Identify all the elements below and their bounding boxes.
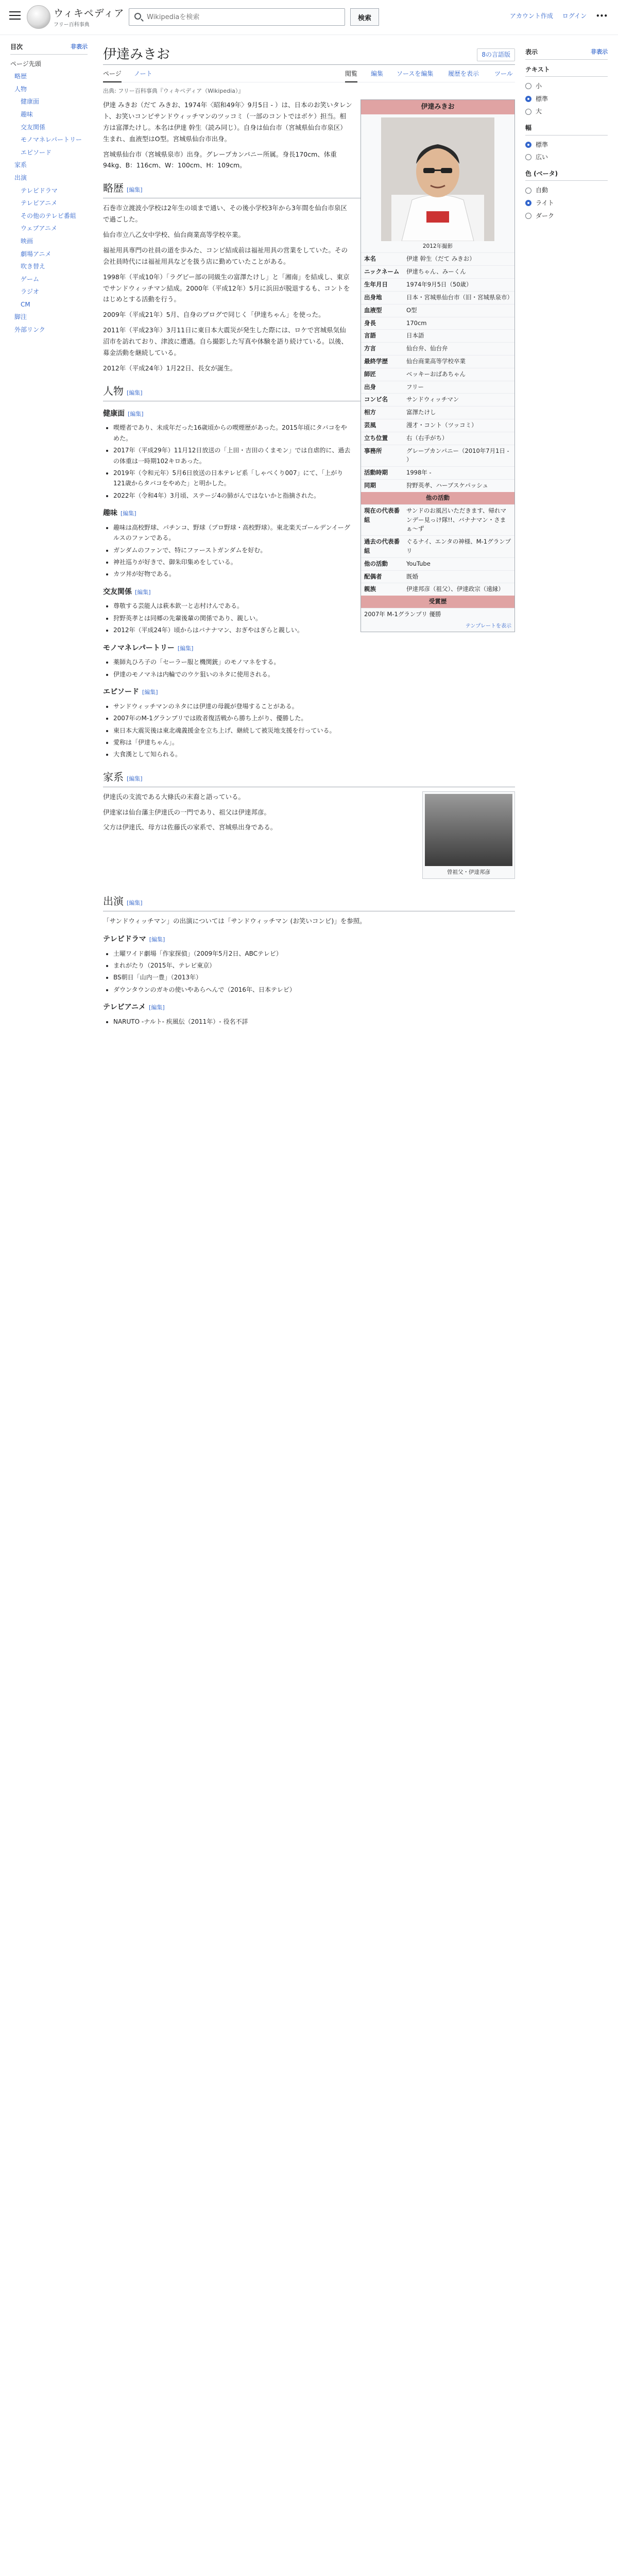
infobox-key: 他の活動 — [364, 560, 388, 567]
page-tabs — [103, 65, 515, 82]
section-heading — [103, 1002, 515, 1013]
infobox-row — [361, 265, 514, 278]
radio-option[interactable] — [525, 105, 608, 118]
paragraph: 伊達氏の支流である大條氏の末裔と語っている。 — [103, 792, 245, 801]
infobox-key: 現在の代表番組 — [364, 506, 400, 523]
toc-item[interactable]: 健康面 — [21, 98, 40, 106]
list-item: • カツ丼が好物である。 — [113, 569, 515, 579]
text-size-heading: テキスト — [525, 65, 608, 77]
color-options — [525, 184, 608, 222]
infobox-row — [361, 479, 514, 492]
section-heading — [103, 687, 515, 698]
infobox-value: サンドのお風呂いただきます、帰れマンデー見っけ隊!!、バナナマン・さまぁ〜ず — [406, 506, 507, 533]
toc-item[interactable]: ゲーム — [21, 275, 40, 283]
paragraph: 「サンドウィッチマン」の出演については「サンドウィッチマン (お笑いコンビ)」を参照。 — [103, 917, 366, 925]
appearance-heading — [525, 47, 608, 60]
edit-section-link[interactable]: [編集] — [127, 187, 143, 194]
site-header — [0, 0, 618, 35]
section-title: テレビドラマ — [103, 935, 146, 943]
infobox-row — [361, 466, 514, 479]
tab-tools[interactable]: ツール — [494, 70, 513, 77]
radio-icon[interactable] — [525, 109, 531, 115]
infobox-key: 本名 — [364, 255, 376, 263]
infobox-value: サンドウィッチマン — [406, 396, 459, 403]
infobox-section-works: 他の活動 — [361, 492, 514, 504]
infobox-value: 日本語 — [406, 332, 424, 340]
search-icon — [134, 13, 141, 20]
list-item: • 2017年（平成29年）11月12日放送の「上田・吉田のくまモン」では自虐的に、過去の体重は一時期102キロあった。 — [113, 445, 515, 466]
infobox-awards: 2007年 M-1グランプリ 優勝 — [364, 611, 441, 618]
family-photo[interactable] — [422, 791, 515, 879]
title-row — [103, 42, 515, 65]
infobox-value: フリー — [406, 383, 424, 391]
list-item: • 2007年のM-1グランプリでは敗者復活戦から勝ち上がり、優勝した。 — [113, 713, 515, 723]
radio-label: 広い — [536, 154, 548, 161]
infobox-value: ベッキーおばあちゃん — [406, 370, 466, 378]
infobox-value: 富澤たけし — [406, 409, 436, 416]
infobox-value: 170cm — [406, 319, 427, 327]
paragraph: 仙台市立八乙女中学校、仙台商業高等学校卒業。 — [103, 231, 245, 239]
infobox-row — [361, 342, 514, 355]
paragraph: 福祉用具専門の社員の道を歩みた、コンビ結成前は福祉用具の営業をしていた。その会社員時代には福祉用具などを扱う店に勤めていたことがある。 — [103, 246, 348, 265]
infobox-row — [361, 355, 514, 368]
list-item: • 2012年（平成24年）頃からはバナナマン、おぎやはぎらと親しい。 — [113, 625, 515, 635]
radio-option[interactable] — [525, 93, 608, 106]
infobox-row — [361, 368, 514, 381]
infobox-key: 出身地 — [364, 293, 382, 301]
radio-label: 大 — [536, 108, 542, 115]
radio-option[interactable] — [525, 80, 608, 93]
infobox-row — [361, 329, 514, 342]
list-item: • 薬師丸ひろ子の「セーラー服と機関銃」のモノマネをする。 — [113, 657, 515, 667]
radio-option[interactable] — [525, 151, 608, 164]
paragraph: 1998年（平成10年）「ラグビー部の同級生の富澤たけし」と「湘南」を結成し、東京でサンドウィッチマン結成。2000年（平成12年）5月に浜田が脱退するも、コントをはじめとする活動を行う。 — [103, 273, 350, 303]
appearance-heading-label: 表示 — [525, 48, 538, 56]
infobox-key: 師匠 — [364, 370, 376, 378]
infobox-row — [361, 393, 514, 406]
infobox-value: 仙台商業高等学校卒業 — [406, 357, 466, 365]
appearance-panel — [525, 42, 608, 222]
edit-section-link[interactable]: [編集] — [127, 389, 143, 396]
toc-item[interactable]: 略歴 — [14, 73, 27, 80]
infobox-value: 右（右手がち） — [406, 434, 448, 442]
toc-item[interactable]: 劇場アニメ — [21, 250, 52, 258]
infobox-row — [361, 583, 514, 596]
section-heading — [103, 893, 515, 911]
list-item: • まれがたり（2015年、テレビ東京） — [113, 960, 515, 971]
infobox-row — [361, 406, 514, 419]
infobox-key: 同期 — [364, 482, 376, 489]
infobox-value: 漫才・コント（ツッコミ） — [406, 421, 477, 429]
template-link[interactable]: テンプレートを表示 — [465, 623, 511, 629]
radio-label: 自動 — [536, 187, 548, 194]
infobox-key: 身長 — [364, 319, 376, 327]
radio-icon[interactable] — [525, 154, 531, 160]
toc-item[interactable]: 吹き替え — [21, 263, 46, 270]
search-box[interactable] — [129, 8, 345, 26]
list-item: • ガンダムのファンで、特にファーストガンダムを好む。 — [113, 545, 515, 555]
tab-read[interactable]: 閲覧 — [345, 69, 357, 82]
list-item: • 伊達のモノマネは内輪でのウケ狙いのネタに使用される。 — [113, 669, 515, 680]
language-button[interactable]: 8の言語版 — [477, 48, 515, 61]
edit-section-link[interactable]: [編集] — [128, 410, 144, 417]
radio-option[interactable] — [525, 139, 608, 151]
toc-item[interactable]: ウェブアニメ — [21, 225, 57, 232]
edit-section-link[interactable]: [編集] — [177, 645, 194, 652]
infobox-value: 伊達 幹生（だて みきお） — [406, 255, 475, 263]
edit-section-link[interactable]: [編集] — [127, 775, 143, 782]
list-item: • ダウンタウンのガキの使いやあらへんで（2016年、日本テレビ） — [113, 985, 515, 995]
infobox-key: 活動時期 — [364, 469, 388, 477]
user-links — [503, 11, 608, 21]
site-name: ウィキペディア — [54, 8, 125, 19]
toc-heading-label: 目次 — [10, 43, 23, 50]
toc-item[interactable]: 人物 — [14, 85, 27, 93]
section-title: 健康面 — [103, 409, 125, 418]
section-heading — [103, 769, 515, 787]
list-item: • 趣味は高校野球、パチンコ、野球（プロ野球・高校野球）。東北楽天ゴールデンイーグルスのファンである。 — [113, 522, 515, 544]
infobox-row — [361, 419, 514, 432]
infobox-row — [361, 317, 514, 330]
intro-paragraph-2: 宮城県仙台市（宮城県泉市）出身。グレープカンパニー所属。身長170cm、体重94kg、B：116cm、W：100cm、H：109cm。 — [103, 150, 337, 170]
table-of-contents — [10, 42, 88, 336]
toc-item[interactable]: モノマネレパートリー — [21, 136, 82, 144]
list-item: • BS朝日「山内一豊」（2013年） — [113, 972, 515, 982]
list-item: • 土曜ワイド劇場「作家探偵」（2009年5月2日、ABCテレビ） — [113, 948, 515, 959]
toc-item[interactable]: 出演 — [14, 174, 27, 181]
color-heading: 色 (ベータ) — [525, 169, 608, 181]
radio-icon[interactable] — [525, 83, 531, 89]
infobox-row — [361, 304, 514, 317]
paragraph: 2009年（平成21年）5月、自身のブログで同じく「伊達ちゃん」を使った。 — [103, 311, 325, 319]
section-title: 略歴 — [103, 182, 124, 195]
search-button[interactable]: 検索 — [350, 8, 379, 26]
infobox-section-awards: 受賞歴 — [361, 596, 514, 608]
infobox-key: 過去の代表番組 — [364, 538, 400, 554]
from-line: 出典: フリー百科事典『ウィキペディア（Wikipedia）』 — [103, 88, 244, 94]
more-options-icon[interactable]: ••• — [595, 12, 608, 20]
list-item: • 喫煙者であり、未成年だった16歳頃からの喫煙歴があった。2015年頃にタバコをやめた。 — [113, 422, 515, 444]
infobox-row — [361, 252, 514, 265]
paragraph: 2012年（平成24年）1月22日、長女が誕生。 — [103, 364, 237, 372]
toc-item[interactable]: 家系 — [14, 161, 27, 169]
toc-item[interactable]: 外部リンク — [14, 326, 45, 334]
toc-item[interactable]: 交友関係 — [21, 123, 46, 131]
radio-label: ライト — [536, 199, 554, 207]
infobox-value: O型 — [406, 306, 417, 314]
list-item: • 尊敬する芸能人は萩本欽一と志村けんである。 — [113, 601, 515, 611]
radio-option[interactable] — [525, 210, 608, 223]
portrait-photo[interactable] — [381, 117, 494, 241]
infobox-key: 芸風 — [364, 421, 376, 429]
infobox-row — [361, 570, 514, 583]
list-item: • 神社巡りが好きで、御朱印集めをしている。 — [113, 557, 515, 567]
infobox-row — [361, 557, 514, 570]
section-title: 家系 — [103, 770, 124, 783]
infobox-row — [361, 504, 514, 535]
infobox-value: 既婚 — [406, 572, 418, 580]
list-item: • 大食漢として知られる。 — [113, 749, 515, 759]
list-item: • サンドウィッチマンのネタには伊達の母親が登場することがある。 — [113, 701, 515, 711]
radio-icon[interactable] — [525, 188, 531, 194]
radio-icon[interactable] — [525, 213, 531, 219]
toc-item[interactable]: 趣味 — [21, 110, 33, 118]
text-size-options — [525, 80, 608, 118]
edit-section-link[interactable]: [編集] — [149, 1004, 165, 1011]
section-title: テレビアニメ — [103, 1003, 146, 1012]
infobox-title: 伊達みきお — [361, 100, 514, 114]
section-title: 趣味 — [103, 509, 117, 518]
toc-item[interactable]: CM — [21, 300, 30, 308]
tab-page[interactable]: ページ — [103, 69, 122, 82]
infobox-key: 言語 — [364, 332, 376, 340]
site-subtitle: フリー百科事典 — [54, 22, 90, 28]
hamburger-icon[interactable] — [9, 11, 21, 21]
appearance-hide-button[interactable]: 非表示 — [591, 48, 608, 55]
infobox-key: 相方 — [364, 409, 376, 416]
infobox-key: コンビ名 — [364, 396, 388, 403]
paragraph: 2011年（平成23年）3月11日に東日本大震災が発生した際には、ロケで宮城県気仙沼市を訪れており、津波に遭遇。自ら撮影した写真や体験を語り続けている。以後、募金活動を継続している。 — [103, 326, 348, 357]
wordmark[interactable] — [54, 6, 124, 29]
infobox-value: 1974年9月5日（50歳） — [406, 281, 472, 289]
infobox-key: 事務所 — [364, 447, 382, 454]
radio-label: ダーク — [536, 212, 555, 219]
infobox-awards-row — [361, 608, 514, 621]
infobox-value: 狩野英孝、ハーブスケパッシュ — [406, 482, 489, 489]
infobox-value: YouTube — [406, 560, 431, 567]
list-item: • 2022年（令和4年）3月頃、ステージ4の肺がんではないかと指摘された。 — [113, 490, 515, 501]
section-title: モノマネレパートリー — [103, 643, 175, 652]
list-item: • 2019年（令和元年）5月6日放送の日本テレビ系「しゃべくり007」にて、「上がり121歳からタバコをやめた」と明かした。 — [113, 468, 515, 489]
radio-option[interactable] — [525, 197, 608, 210]
infobox-works — [361, 504, 514, 596]
wikipedia-globe-icon[interactable] — [27, 5, 50, 29]
infobox-value: 仙台弁、仙台弁 — [406, 345, 448, 352]
toc-item[interactable]: 脚注 — [14, 313, 27, 321]
family-photo-image — [425, 794, 512, 866]
infobox-value: 日本・宮城県仙台市（旧・宮城県泉市） — [406, 293, 513, 301]
create-account-link[interactable]: アカウント作成 — [510, 12, 553, 20]
edit-section-link[interactable]: [編集] — [149, 936, 165, 943]
infobox-rows — [361, 252, 514, 492]
infobox-row — [361, 291, 514, 304]
infobox — [360, 99, 515, 632]
paragraph: 伊達家は仙台藩主伊達氏の一門であり、祖父は伊達邦彦。 — [103, 808, 271, 816]
radio-label: 小 — [536, 82, 542, 90]
toc-item[interactable]: ページ先頭 — [10, 60, 41, 67]
toc-item[interactable]: エピソード — [21, 148, 52, 156]
infobox-key: 立ち位置 — [364, 434, 388, 442]
radio-icon[interactable] — [525, 96, 531, 102]
toc-hide-button[interactable]: 非表示 — [71, 43, 88, 50]
infobox-key: 方言 — [364, 345, 376, 352]
infobox-row — [361, 278, 514, 291]
infobox-row — [361, 535, 514, 557]
intro-paragraph-1: 伊達 みきお（だて みきお、1974年〈昭和49年〉9月5日 - ）は、日本のお笑いタレント、お笑いコンビサンドウィッチマンのツッコミ（一部のコントではボケ）担当。相方は富澤たけし。本名は伊達 幹生（読み同じ）。自身は仙台市（宮城県仙台市泉区）生まれ、血液型はO型。宮城県仙台市出身。 — [103, 101, 352, 143]
width-options — [525, 139, 608, 164]
list-item: • 東日本大震災後は東北魂義援金を立ち上げ、継続して被災地支援を行っている。 — [113, 725, 515, 736]
infobox-row — [361, 445, 514, 467]
infobox-key: 出身 — [364, 383, 376, 391]
tab-history[interactable]: 履歴を表示 — [448, 70, 479, 77]
bullet-list — [103, 701, 515, 760]
article — [103, 42, 515, 1031]
infobox-key: 親族 — [364, 585, 376, 593]
search-input[interactable] — [146, 11, 295, 23]
toc-item[interactable]: その他のテレビ番組 — [21, 212, 76, 219]
edit-section-link[interactable]: [編集] — [135, 588, 151, 596]
page-title: 伊達みきお — [103, 47, 170, 62]
tab-edit-source[interactable]: ソースを編集 — [397, 70, 434, 77]
paragraph: 石巻市立渡波小学校は2年生の頃まで通い、その後小学校3年から3年間を仙台市泉区で過ごした。 — [103, 204, 347, 224]
edit-section-link[interactable]: [編集] — [127, 899, 143, 906]
infobox-value: ぐるナイ、エンタの神様、M-1グランプリ — [406, 538, 511, 554]
section-title: 交友関係 — [103, 587, 132, 596]
bullet-list — [103, 948, 515, 995]
tab-edit[interactable]: 編集 — [371, 70, 384, 77]
portrait-caption: 2012年撮影 — [422, 243, 453, 250]
radio-icon[interactable] — [525, 142, 531, 148]
infobox-key: 配偶者 — [364, 572, 382, 580]
width-heading: 幅 — [525, 123, 608, 135]
infobox-row — [361, 432, 514, 445]
infobox-row — [361, 381, 514, 394]
infobox-value: グレープカンパニー（2010年7月1日 - ） — [406, 447, 509, 464]
portrait-illustration — [381, 117, 494, 241]
tab-talk[interactable]: ノート — [134, 70, 152, 77]
toc-item[interactable]: テレビアニメ — [21, 199, 58, 207]
toc-item[interactable]: 映画 — [21, 237, 33, 245]
login-link[interactable]: ログイン — [562, 12, 587, 20]
infobox-value: 1998年 - — [406, 469, 432, 477]
radio-option[interactable] — [525, 184, 608, 197]
toc-items — [10, 58, 88, 336]
section-title: 出演 — [103, 894, 124, 907]
infobox-value: 伊達邦彦（祖父）、伊達政宗（遠縁） — [406, 585, 504, 593]
bullet-list — [103, 657, 515, 680]
infobox-key: 血液型 — [364, 306, 382, 314]
list-item: • 狩野英孝とは同郷の先輩後輩の関係であり、親しい。 — [113, 613, 515, 623]
section-heading — [103, 643, 515, 654]
infobox-key: 最終学歴 — [364, 357, 388, 365]
bullet-list — [103, 1016, 515, 1027]
radio-label: 標準 — [536, 95, 548, 103]
edit-section-link[interactable]: [編集] — [142, 689, 158, 696]
section-heading — [103, 934, 515, 945]
toc-heading — [10, 42, 88, 55]
infobox-value: 伊達ちゃん、みーくん — [406, 268, 466, 276]
infobox-key: 生年月日 — [364, 281, 388, 289]
list-item: • 愛称は「伊達ちゃん」。 — [113, 737, 515, 748]
edit-section-link[interactable]: [編集] — [121, 510, 136, 517]
section-title: エピソード — [103, 688, 139, 697]
list-item: • NARUTO -ナルト- 疾風伝（2011年）- 役名不詳 — [113, 1016, 515, 1027]
toc-item[interactable]: ラジオ — [21, 288, 40, 296]
family-photo-caption: 曾祖父・伊達邦彦 — [447, 869, 490, 875]
radio-icon[interactable] — [525, 200, 531, 206]
radio-label: 標準 — [536, 141, 548, 148]
paragraph: 父方は伊達氏、母方は佐藤氏の家系で、宮城県出身である。 — [103, 823, 277, 832]
toc-item[interactable]: テレビドラマ — [21, 187, 58, 194]
infobox-key: ニックネーム — [364, 268, 400, 276]
section-title: 人物 — [103, 384, 124, 397]
